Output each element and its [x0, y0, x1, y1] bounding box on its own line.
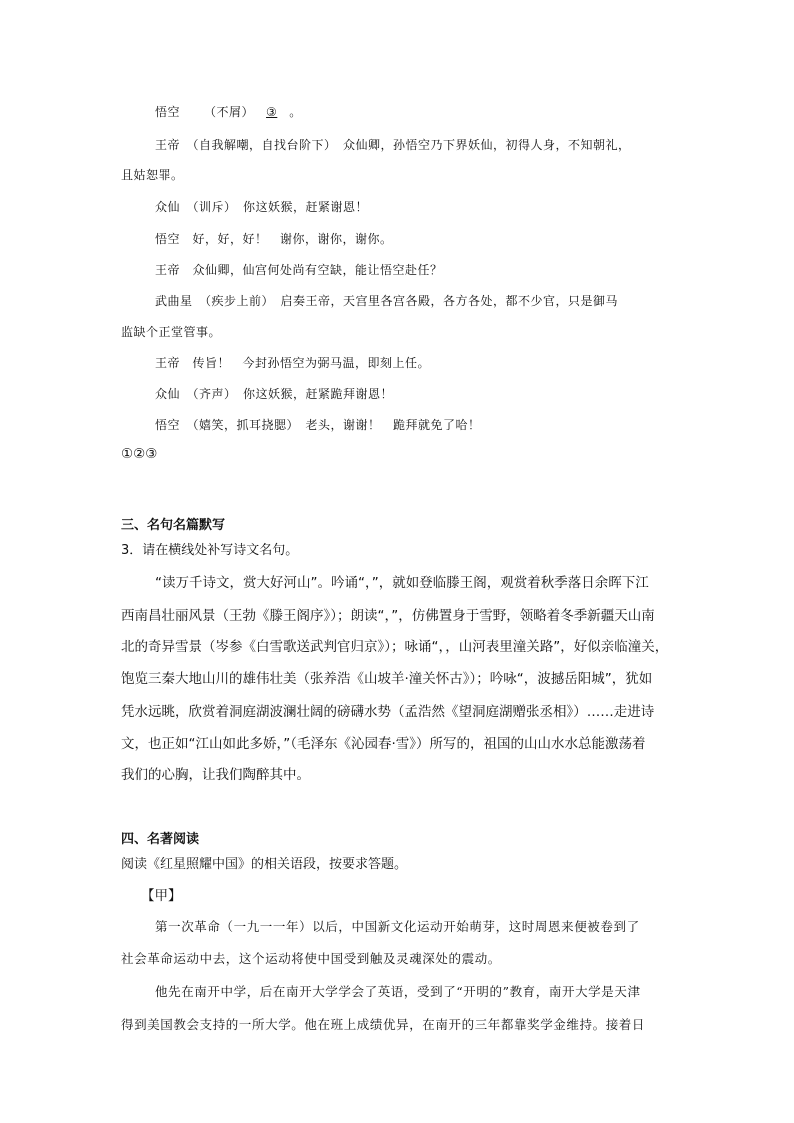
speaker: 悟空: [155, 105, 181, 119]
question-prompt: 3．请在横线处补写诗文名句。: [121, 543, 299, 558]
script-line-1: 悟空 （不屑） ③ 。: [155, 105, 302, 119]
script-line-7: 武曲星 （疾步上前） 启奏王帝，天宫里各宫各殿，各方各处，都不少官，只是御马: [155, 294, 619, 308]
reading-instruction: 阅读《红星照耀中国》的相关语段，按要求答题。: [121, 857, 408, 872]
script-line-2: 王帝 （自我解嘲，自找台阶下） 众仙卿，孙悟空乃下界妖仙，初得人身，不知朝礼，: [155, 138, 631, 152]
passage-label: 【甲】: [141, 888, 182, 904]
section-title: 四、名著阅读: [121, 832, 200, 847]
paragraph-line: 北的奇异雪景（岑参《白雪歌送武判官归京》）；咏诵“，，山河表里潼关路”，好似亲临潼关，: [121, 639, 669, 655]
passage-line: 第一次革命（一九一一年）以后，中国新文化运动开始萌芽，这时周恩来便被卷到了: [155, 919, 640, 934]
paragraph-line: 文，也正如“江山如此多娇，”（毛泽东《沁园春·雪》）所写的，祖国的山山水水总能激荡着: [121, 736, 646, 752]
stage-direction: （不屑）: [204, 105, 255, 119]
script-line-6: 王帝 众仙卿，仙宫何处尚有空缺，能让悟空赴任？: [155, 263, 443, 277]
script-line-4: 众仙 （训斥） 你这妖猴，赶紧谢恩！: [155, 200, 369, 214]
paragraph-line: 西南昌壮丽风景（王勃《滕王阁序》）；朗读“，”，仿佛置身于雪野，领略着冬季新疆天山南: [121, 608, 655, 624]
answer-markers: ①②③: [121, 446, 158, 462]
section-title: 三、名句名篇默写: [121, 518, 226, 533]
passage-line: 社会革命运动中去，这个运动将使中国受到触及灵魂深处的震动。: [121, 951, 501, 966]
passage-line: 得到美国教会支持的一所大学。他在班上成绩优异，在南开的三年都靠奖学金维持。接着日: [121, 1017, 646, 1032]
script-line-11: 悟空 （嬉笑，抓耳挠腮） 老头，谢谢！ 跪拜就免了哈！: [155, 418, 481, 432]
paragraph-line: 饱览三秦大地山川的雄伟壮美（张养浩《山坡羊·潼关怀古》）；吟咏“，波撼岳阳城”，犹如: [121, 671, 653, 687]
script-line-10: 众仙 （齐声） 你这妖猴，赶紧跪拜谢恩！: [155, 387, 394, 401]
script-line-5: 悟空 好，好，好！ 谢你，谢你，谢你。: [155, 232, 393, 246]
passage-line: 他先在南开中学，后在南开大学学会了英语，受到了“开明的”教育，南开大学是天津: [155, 984, 641, 999]
paragraph-line: “读万千诗文，赏大好河山”。吟诵“，”，就如登临滕王阁，观赏着秋季落日余晖下江: [155, 575, 649, 591]
script-line-8: 监缺个正堂管事。: [121, 325, 222, 339]
paragraph-line: 凭水远眺，欣赏着洞庭湖波澜壮阔的磅礴水势（孟浩然《望洞庭湖赠张丞相》）……走进诗: [121, 704, 655, 720]
answer-blank-3: ③: [266, 105, 278, 119]
paragraph-line: 我们的心胸，让我们陶醉其中。: [121, 767, 310, 783]
script-line-3: 且姑恕罪。: [121, 168, 184, 182]
script-line-9: 王帝 传旨！ 今封孙悟空为弼马温，即刻上任。: [155, 356, 431, 370]
